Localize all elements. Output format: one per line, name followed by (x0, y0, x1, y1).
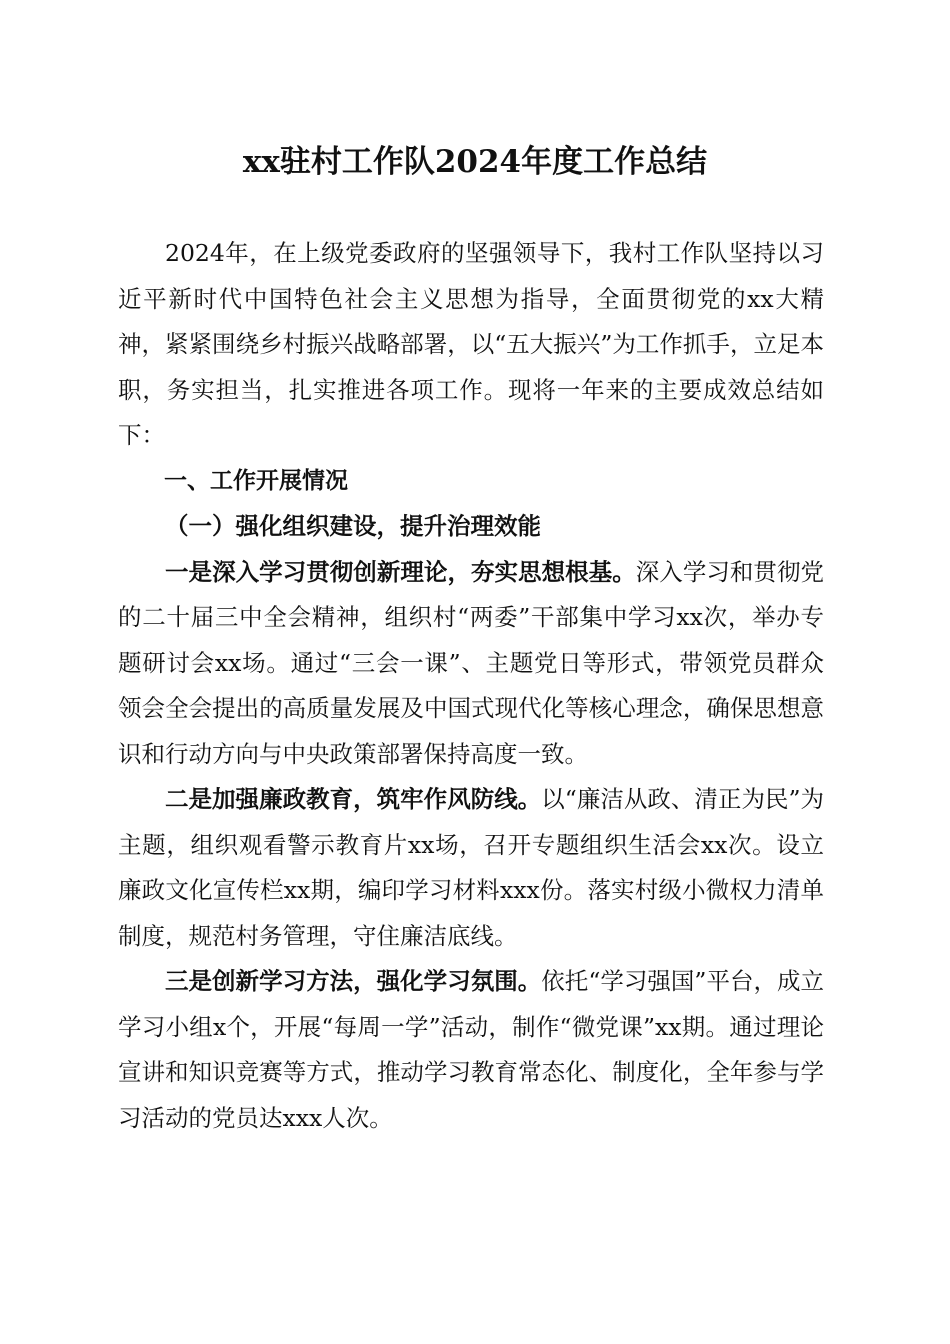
paragraph-text: 依托“学习强国”平台，成立学习小组x个，开展“每周一学”活动，制作“微党课”xx期。通过理论宣讲和知识竞赛等方式，推动学习教育常态化、制度化，全年参与学习活动的党员达xxx人次。 (118, 967, 825, 1132)
intro-paragraph: 2024年，在上级党委政府的坚强领导下，我村工作队坚持以习近平新时代中国特色社会主义思想为指导，全面贯彻党的xx大精神，紧紧围绕乡村振兴战略部署，以“五大振兴”为工作抓手，立足本职，务实担当，扎实推进各项工作。现将一年来的主要成效总结如下： (118, 239, 824, 449)
subsection-heading: （一）强化组织建设，提升治理效能 (165, 512, 541, 540)
paragraph-text: 以“廉洁从政、清正为民”为主题，组织观看警示教育片xx场，召开专题组织生活会xx次。设立廉政文化宣传栏xx期，编印学习材料xxx份。落实村级小微权力清单制度，规范村务管理，守住廉洁底线。 (118, 785, 825, 950)
document-title: xx驻村工作队2024年度工作总结 (242, 144, 708, 180)
body-paragraph-3 (118, 959, 824, 1141)
paragraph-text: 深入学习和贯彻党的二十届三中全会精神，组织村“两委”干部集中学习xx次，举办专题研讨会xx场。通过“三会一课”、主题党日等形式，带领党员群众领会全会提出的高质量发展及中国式现代化等核心理念，确保思想意识和行动方向与中央政策部署保持高度一致。 (118, 557, 825, 768)
body-paragraph-2 (118, 777, 824, 959)
document-body (118, 231, 824, 1141)
paragraph-lead: 一是深入学习贯彻创新理论，夯实思想根基。 (165, 557, 636, 586)
paragraph-lead: 三是创新学习方法，强化学习氛围。 (165, 967, 542, 995)
paragraph-lead: 二是加强廉政教育，筑牢作风防线。 (165, 785, 542, 813)
section-heading: 一、工作开展情况 (164, 467, 348, 494)
body-paragraph-1 (118, 550, 824, 778)
